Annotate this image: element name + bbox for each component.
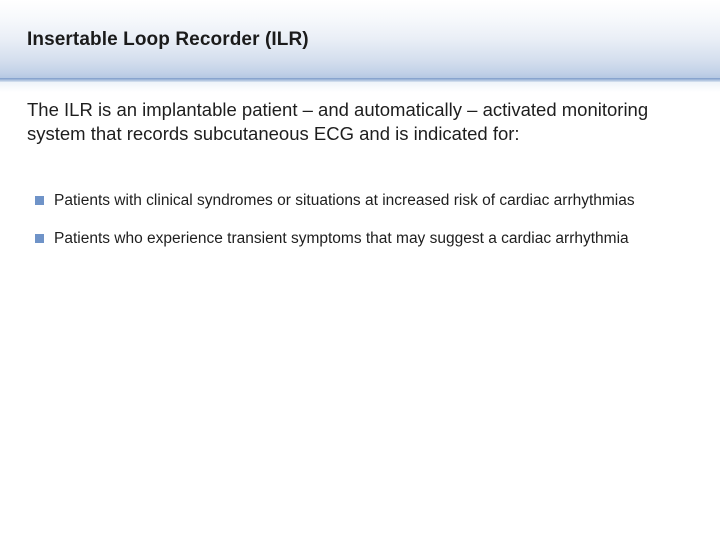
bullet-text: Patients with clinical syndromes or situations at increased risk of cardiac arrhythmias [54, 192, 635, 209]
header-shadow [0, 82, 720, 92]
square-bullet-icon [35, 196, 44, 205]
square-bullet-icon [35, 234, 44, 243]
bullet-item [35, 191, 635, 211]
bullet-item [35, 229, 635, 249]
intro-paragraph: The ILR is an implantable patient – and automatically – activated monitoring system that records subcutaneous ECG and is indicated for: [27, 99, 649, 144]
bullet-list [35, 191, 635, 267]
bullet-text: Patients who experience transient symptoms that may suggest a cardiac arrhythmia [54, 230, 629, 247]
slide-title: Insertable Loop Recorder (ILR) [27, 29, 309, 50]
